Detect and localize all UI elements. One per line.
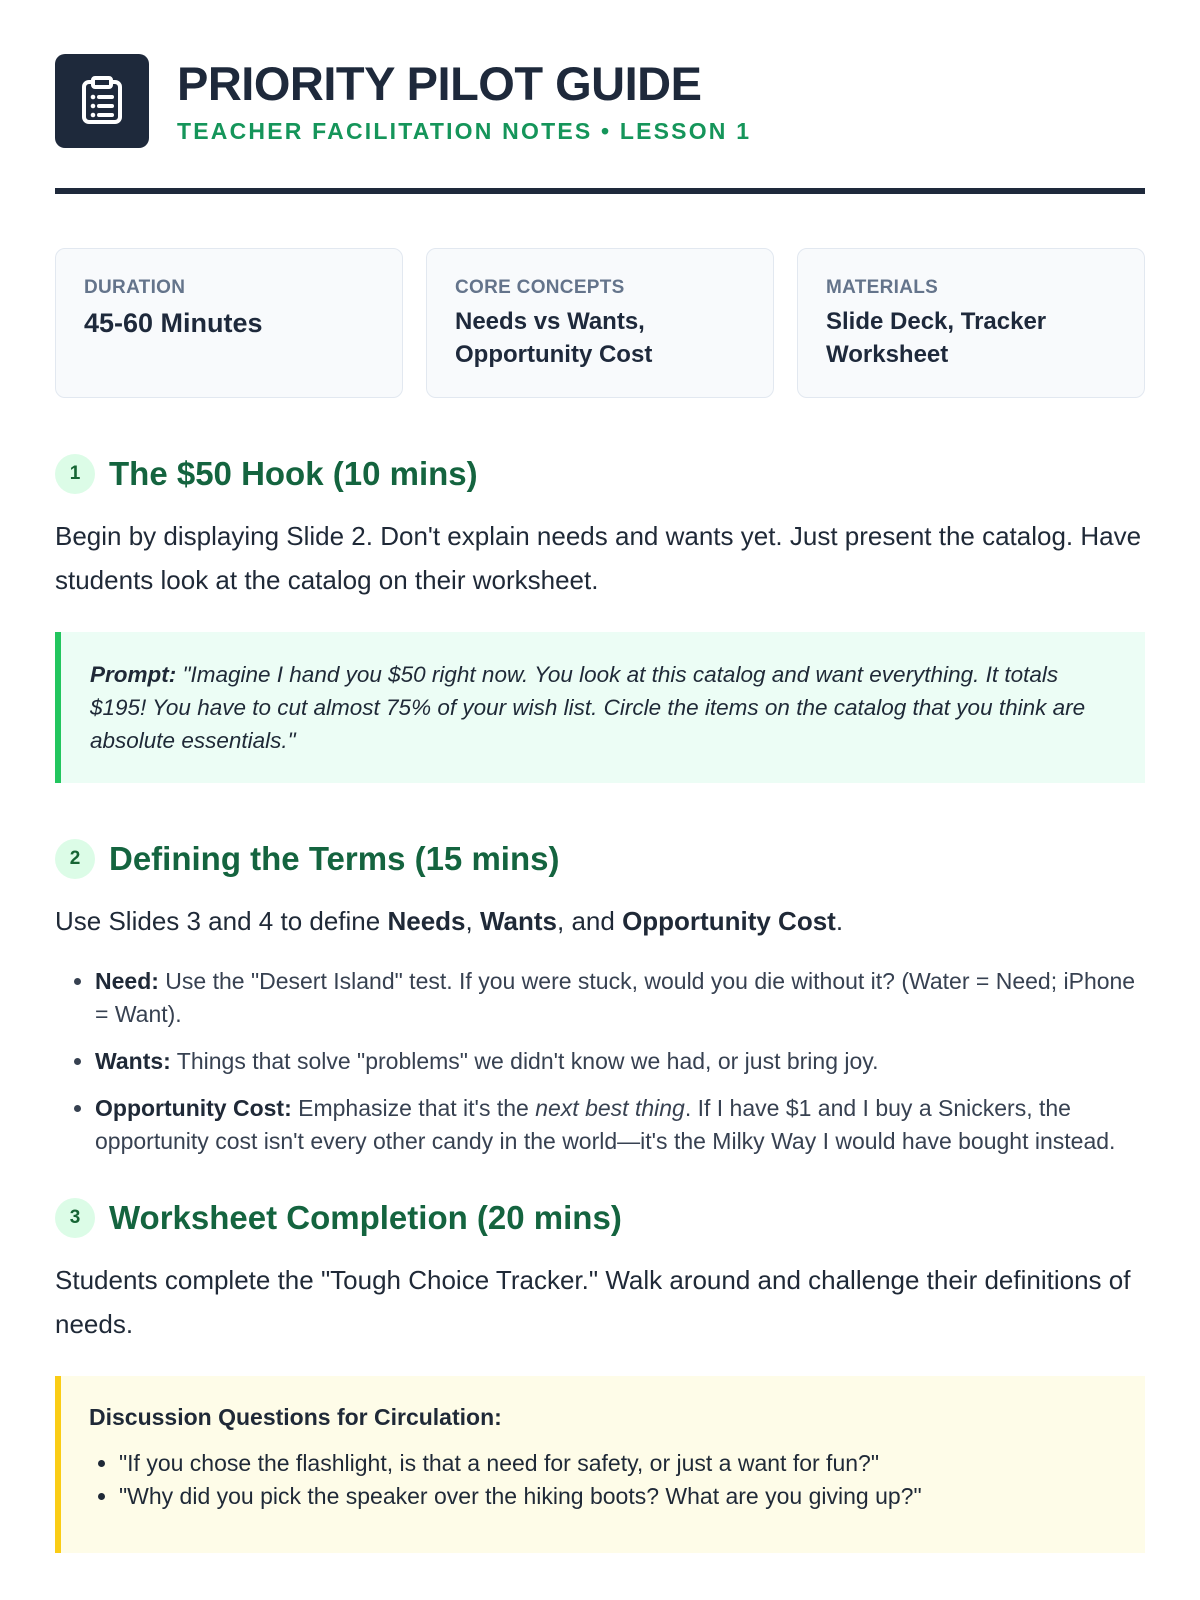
section-number-badge: 1 [55, 454, 95, 494]
definition-term: Opportunity Cost: [95, 1095, 292, 1121]
section-title: The $50 Hook (10 mins) [109, 455, 478, 492]
prompt-callout [55, 632, 1145, 783]
header-divider [55, 188, 1145, 194]
section-text: Students complete the "Tough Choice Tracker." Walk around and challenge their definitions of needs. [55, 1265, 1131, 1339]
card-label: MATERIALS [826, 277, 939, 298]
materials-card [797, 248, 1145, 398]
list-item: • "Why did you pick the speaker over the hiking boots? What are you giving up?" [119, 1480, 1115, 1513]
prompt-text: "Imagine I hand you $50 right now. You look at this catalog and want everything. It totals $195! You have to cut almost 75% of your wish list. Circle the items on the catalog that you think are absolute essentials." [90, 662, 1086, 753]
intro-text: , and [557, 906, 623, 936]
page-title: PRIORITY PILOT GUIDE [177, 56, 702, 110]
intro-text: . [835, 906, 844, 936]
core-concepts-card [426, 248, 774, 398]
info-cards [55, 248, 1145, 398]
discussion-callout [55, 1376, 1145, 1553]
discussion-title: Discussion Questions for Circulation: [89, 1404, 502, 1430]
section-worksheet [55, 1198, 1145, 1553]
definition-text: Use the "Desert Island" test. If you were stuck, would you die without it? (Water = Need; iPhone = Want). [95, 968, 1136, 1027]
section-text: Begin by displaying Slide 2. Don't explain needs and wants yet. Just present the catalog. Have students look at the catalog on their worksheet. [55, 521, 1142, 595]
intro-text: Use Slides 3 and 4 to define [55, 906, 388, 936]
list-item [95, 965, 1145, 1031]
clipboard-list-icon [55, 54, 149, 148]
duration-card [55, 248, 403, 398]
prompt-label: Prompt: [90, 662, 177, 687]
card-value [826, 305, 1116, 371]
list-item: • "If you chose the flashlight, is that a need for safety, or just a want for fun?" [119, 1447, 1115, 1480]
definitions-list [55, 965, 1145, 1158]
clipboard-list-icon-graphic [80, 76, 124, 126]
section-heading [55, 454, 1145, 494]
guide-header [55, 0, 1145, 148]
section-number-badge: 3 [55, 1198, 95, 1238]
card-value [455, 305, 745, 371]
title-block [177, 58, 751, 145]
card-value-line: Worksheet [826, 341, 949, 368]
definition-term: Wants: [95, 1048, 171, 1074]
section-number-badge: 2 [55, 839, 95, 879]
section-title: Worksheet Completion (20 mins) [109, 1199, 622, 1236]
definition-text: Things that solve "problems" we didn't know we had, or just bring joy. [170, 1048, 879, 1074]
definition-text: Emphasize that it's the [291, 1095, 536, 1121]
definition-emphasis: next best thing [535, 1095, 685, 1121]
list-item [95, 1045, 1145, 1078]
section-heading [55, 839, 1145, 879]
section-hook [55, 454, 1145, 783]
definition-term: Need: [95, 968, 159, 994]
intro-term-wants: Wants [479, 906, 557, 936]
section-title: Defining the Terms (15 mins) [109, 840, 560, 877]
list-item [95, 1092, 1145, 1158]
card-value: 45-60 Minutes [84, 308, 263, 338]
intro-term-opportunity-cost: Opportunity Cost [622, 906, 836, 936]
section-defining-terms [55, 839, 1145, 1158]
page-subtitle: TEACHER FACILITATION NOTES • LESSON 1 [177, 117, 752, 144]
card-value-line: Slide Deck, Tracker [826, 308, 1047, 335]
section-heading [55, 1198, 1145, 1238]
card-label: CORE CONCEPTS [455, 277, 625, 298]
section-text [55, 899, 1145, 943]
intro-text: , [465, 906, 480, 936]
definition-text: . If I have $1 and I buy a Snickers, the opportunity cost isn't every other candy in the world—it's the Milky Way I would have bought instead. [95, 1095, 1116, 1154]
card-value-line: Needs vs Wants, [455, 308, 645, 335]
intro-term-needs: Needs [387, 906, 466, 936]
card-value-line: Opportunity Cost [455, 341, 653, 368]
card-label: DURATION [84, 277, 186, 298]
discussion-questions [89, 1447, 1115, 1513]
